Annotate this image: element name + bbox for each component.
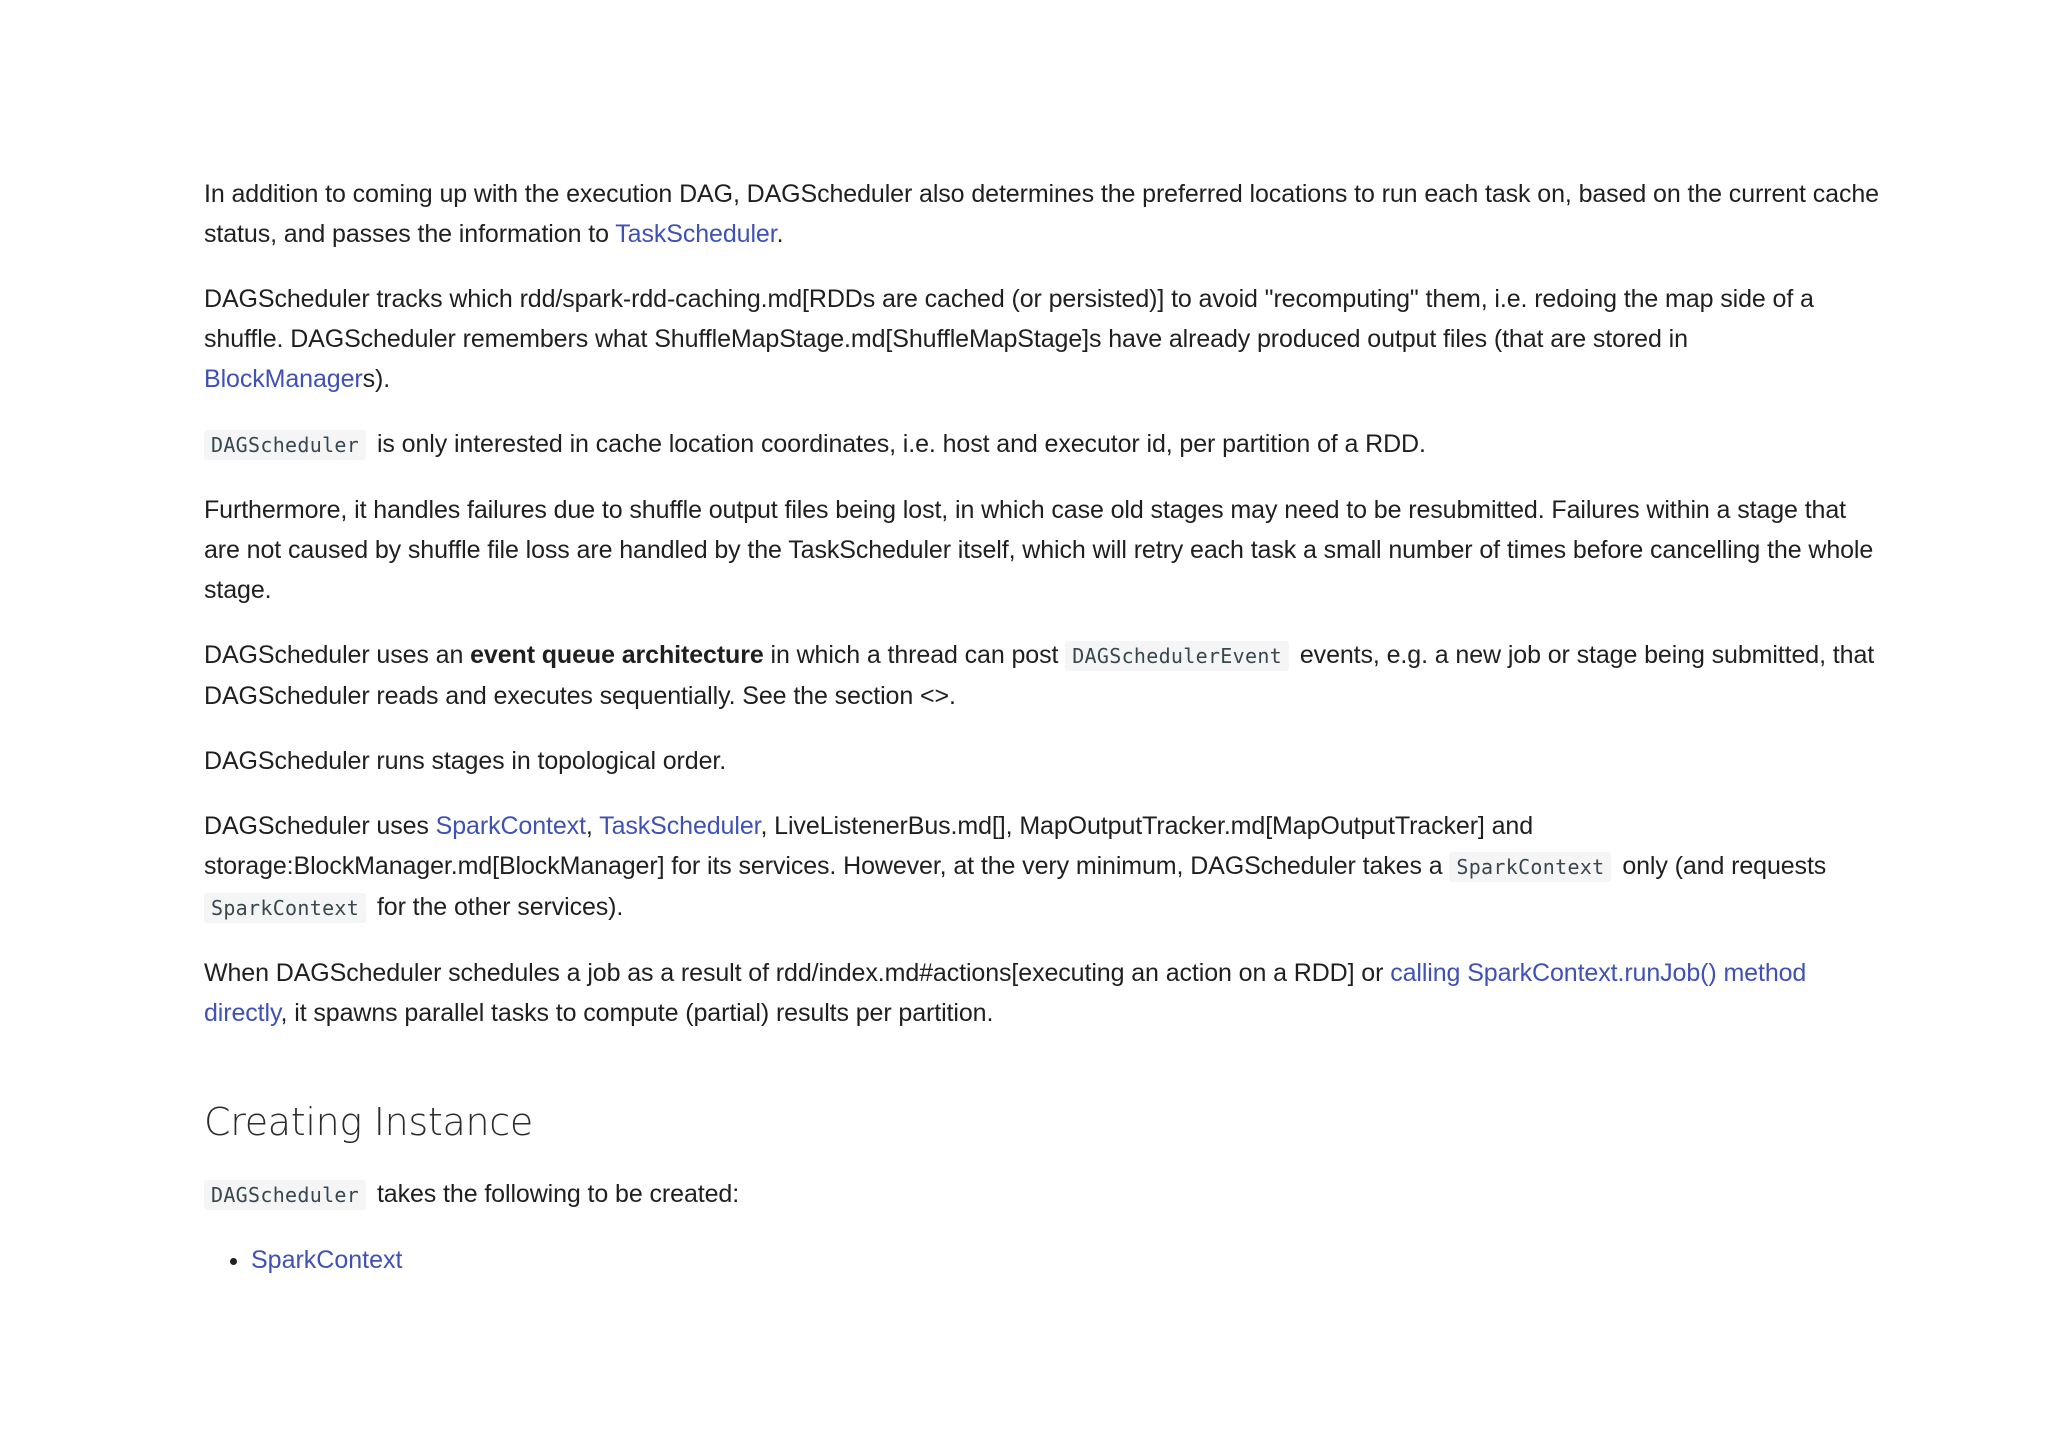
list-item (251, 1240, 1880, 1280)
text: events, e.g. a new job or stage being submitted, that DAGScheduler reads and executes sequentially. See the section <>. (204, 641, 1875, 710)
text: s). (362, 365, 391, 393)
inline-code-sparkcontext: SparkContext (204, 893, 366, 923)
text: When DAGScheduler schedules a job as a result of rdd/index.md#actions[executing an action on a RDD] or (204, 959, 1391, 987)
text: Furthermore, it handles failures due to shuffle output files being lost, in which case old stages may need to be resubmitted. Failures within a stage that are not caused by shuffle file loss are handled by the TaskScheduler itself, which will retry each task a small number of times before cancelling the whole stage. (204, 496, 1874, 604)
inline-code-dagschedulerevent: DAGSchedulerEvent (1065, 641, 1289, 671)
paragraph-rdd-caching (204, 279, 1880, 399)
paragraph-preferred-locations (204, 174, 1880, 254)
paragraph-event-queue (204, 635, 1880, 716)
paragraph-failures (204, 490, 1880, 610)
sparkcontext-link[interactable]: SparkContext (435, 812, 586, 840)
text: In addition to coming up with the execution DAG, DAGScheduler also determines the preferred locations to run each task on, based on the current cache status, and passes the information to (204, 180, 1879, 248)
taskscheduler-link[interactable]: TaskScheduler (615, 220, 777, 248)
text: DAGScheduler uses (204, 812, 436, 840)
text: , LiveListenerBus.md[], MapOutputTracker.md[MapOutputTracker] and storage:BlockManager.md[BlockManager] for its services. However, at the very minimum, DAGScheduler takes a (204, 812, 1534, 880)
text: DAGScheduler tracks which rdd/spark-rdd-caching.md[RDDs are cached (or persisted)] to avoid "recomputing" them, i.e. redoing the map side of a shuffle. DAGScheduler remembers what ShuffleMapStage.md[ShuffleMapStage]s have already produced output files (that are stored in (204, 285, 1814, 353)
text: in which a thread can post (763, 641, 1066, 669)
document-content (204, 174, 1880, 1280)
creation-requirements-list (204, 1240, 1880, 1280)
sparkcontext-link[interactable]: SparkContext (251, 1246, 403, 1274)
text: DAGScheduler runs stages in topological order. (204, 747, 727, 775)
text: is only interested in cache location coordinates, i.e. host and executor id, per partition of a RDD. (370, 430, 1426, 458)
text: DAGScheduler uses an (204, 641, 471, 669)
inline-code-dagscheduler: DAGScheduler (204, 1180, 366, 1210)
paragraph-job-scheduling (204, 953, 1880, 1033)
paragraph-creation-intro (204, 1174, 1880, 1215)
paragraph-topological-order (204, 741, 1880, 781)
runjob-method-link[interactable]: calling SparkContext.runJob() method directly (204, 959, 1807, 1027)
inline-code-sparkcontext: SparkContext (1449, 852, 1611, 882)
taskscheduler-link[interactable]: TaskScheduler (599, 812, 761, 840)
bold-event-queue-architecture: event queue architecture (470, 641, 764, 669)
text: . (776, 220, 784, 248)
text: takes the following to be created: (370, 1180, 740, 1208)
paragraph-services (204, 806, 1880, 928)
paragraph-cache-location (204, 424, 1880, 465)
blockmanager-link[interactable]: BlockManager (204, 365, 363, 393)
text: , (585, 812, 600, 840)
section-heading-creating-instance: Creating Instance (204, 1100, 533, 1144)
inline-code-dagscheduler: DAGScheduler (204, 430, 366, 460)
text: , it spawns parallel tasks to compute (partial) results per partition. (280, 999, 994, 1027)
text: only (and requests (1615, 852, 1827, 880)
text: for the other services). (370, 893, 624, 921)
